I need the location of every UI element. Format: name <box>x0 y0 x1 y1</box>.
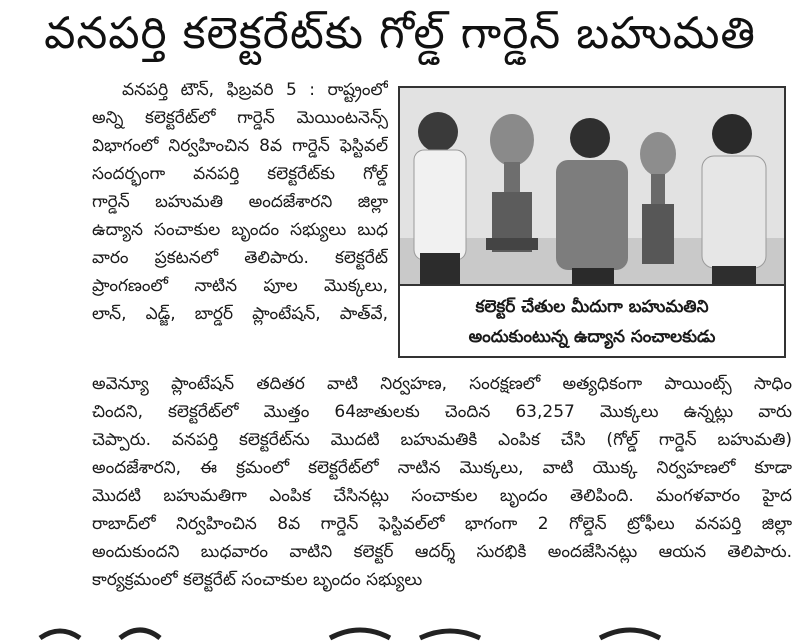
article-line: సందర్భంగా వనపర్తి కలెక్టరేట్‌కు గోల్డ్ <box>92 164 388 184</box>
article-line: చిందని, కలెక్టరేట్‌లో మొత్తం 64జాతులకు చెందిన 63,257 మొక్కలు ఉన్నట్లు వారు <box>92 402 792 422</box>
photo-caption <box>398 286 786 358</box>
headline: వనపర్తి కలెక్టరేట్‌కు గోల్డ్ గార్డెన్ బహుమతి <box>44 8 756 59</box>
article-line: ఉద్యాన సంచాకుల బృందం సభ్యులు బుధ <box>92 220 388 240</box>
article-line: లాన్, ఎడ్జ్, బార్డర్ ప్లాంటేషన్, పాత్‌వే, <box>92 304 388 324</box>
cut-off-text-graphic <box>0 620 800 641</box>
article-line: అవెన్యూ ప్లాంటేషన్ తదితర వాటి నిర్వహణ, సంరక్షణలో అత్యధికంగా పాయింట్స్ సాధిం <box>92 374 792 394</box>
article-line: వనపర్తి టౌన్, ఫిబ్రవరి 5 : రాష్ట్రంలో <box>122 80 388 100</box>
news-photo <box>398 86 786 286</box>
article-line: వారం ప్రకటనలో తెలిపారు. కలెక్టరేట్ <box>92 248 388 268</box>
article-line: రాబాద్‌లో నిర్వహించిన 8వ గార్డెన్ ఫెస్టివల్‌లో భాగంగా 2 గోల్డెన్ ట్రోఫీలు వనపర్తి జిల్లా <box>92 514 792 534</box>
article-line: చెప్పారు. వనపర్తి కలెక్టరేట్‌ను మొదటి బహుమతికి ఎంపిక చేసి (గోల్డ్ గార్డెన్ బహుమతి) <box>92 430 792 450</box>
article-line: గార్డెన్ బహుమతి అందజేశారని జిల్లా <box>92 192 388 212</box>
caption-line: కలెక్టర్ చేతుల మీదుగా బహుమతిని <box>475 297 709 317</box>
article-line: ప్రాంగణంలో నాటిన పూల మొక్కలు, <box>92 276 388 296</box>
article-line: విభాగంలో నిర్వహించిన 8వ గార్డెన్ ఫెస్టివల్ <box>92 136 388 156</box>
article-line: అందుకుందని బుధవారం వాటిని కలెక్టర్ ఆదర్శ్ సురభికి అందజేసినట్లు ఆయన తెలిపారు. <box>92 542 792 562</box>
award-photo-image <box>400 88 786 286</box>
article-line: అందజేశారని, ఈ క్రమంలో కలెక్టరేట్‌లో నాటిన మొక్కలు, వాటి యొక్క నిర్వహణలో కూడా <box>92 458 792 478</box>
article-line: మొదటి బహుమతిగా ఎంపిక చేసినట్లు సంచాకుల బృందం తెలిపింది. మంగళవారం హైద <box>92 486 792 506</box>
caption-line: అందుకుంటున్న ఉద్యాన సంచాలకుడు <box>468 327 716 347</box>
next-article-edge <box>0 620 800 641</box>
article-line: అన్ని కలెక్టరేట్‌లో గార్డెన్ మెయింటనెన్స్ <box>92 108 388 128</box>
article-line: కార్యక్రమంలో కలెక్టరేట్ సంచాకుల బృందం సభ్యులు <box>92 570 423 590</box>
